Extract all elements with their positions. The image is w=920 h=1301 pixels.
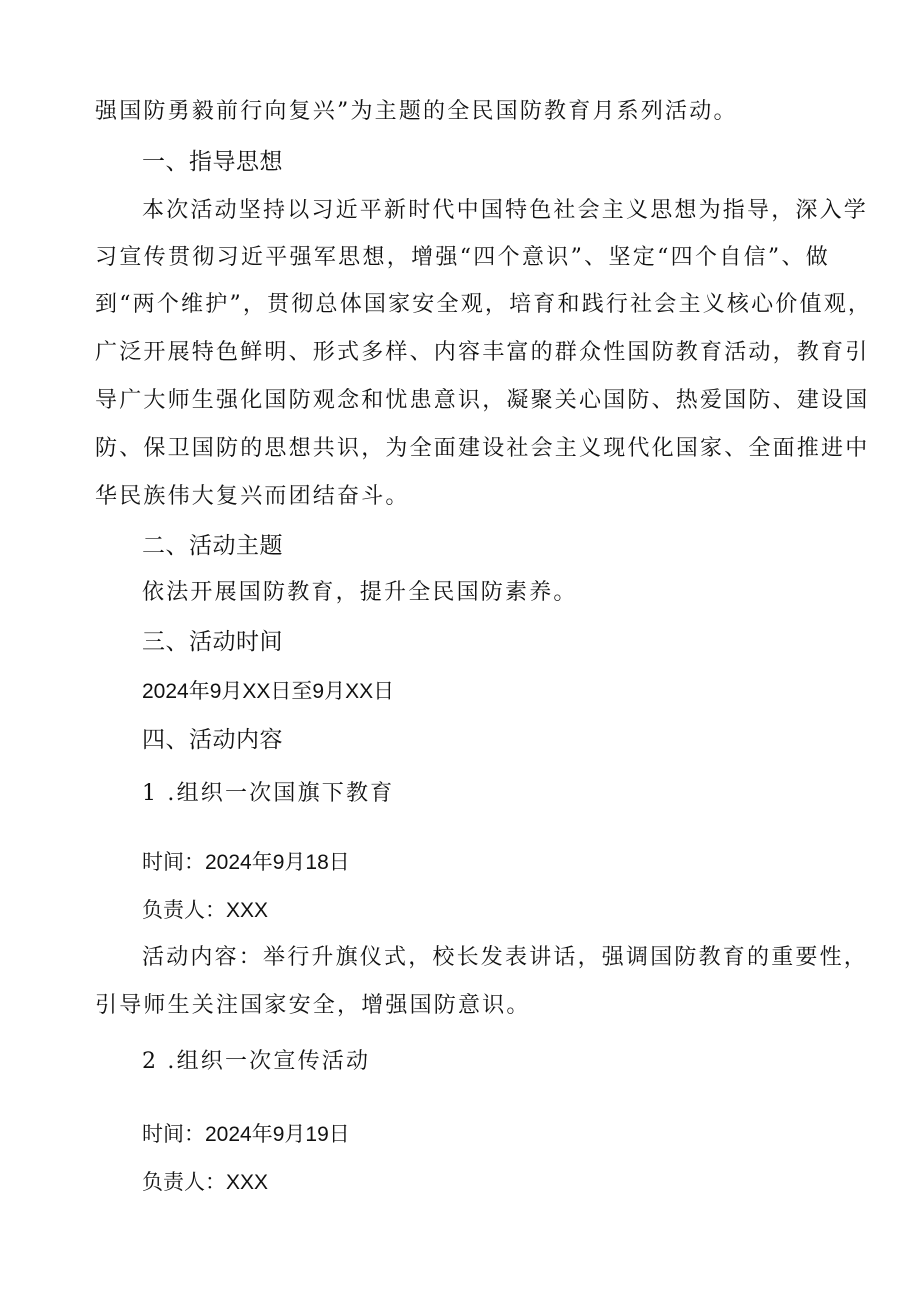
- content-item-owner: 负责人：XXX: [142, 1171, 269, 1194]
- activity-date-range: 2024年9月XX日至9月XX日: [142, 680, 395, 703]
- section-heading-guiding: 一、指导思想: [142, 149, 283, 175]
- guiding-paragraph-line: 华民族伟大复兴而团结奋斗。: [95, 484, 410, 509]
- guiding-paragraph-line: 习宣传贯彻习近平强军思想，增强“四个意识”、坚定“四个自信”、做: [95, 245, 830, 270]
- guiding-paragraph-line: 广泛开展特色鲜明、形式多样、内容丰富的群众性国防教育活动，教育引: [95, 340, 870, 365]
- content-item-description: 引导师生关注国家安全，增强国防意识。: [95, 993, 531, 1018]
- guiding-paragraph-line: 本次活动坚持以习近平新时代中国特色社会主义思想为指导，深入学: [142, 198, 869, 223]
- content-item-title: 1 .组织一次国旗下教育: [142, 781, 395, 806]
- content-item-time: 时间：2024年9月19日: [142, 1123, 350, 1146]
- content-item-time: 时间：2024年9月18日: [142, 851, 350, 874]
- guiding-paragraph-line: 防、保卫国防的思想共识，为全面建设社会主义现代化国家、全面推进中: [95, 436, 870, 461]
- content-item-title: 2 .组织一次宣传活动: [142, 1049, 371, 1074]
- content-item-owner: 负责人：XXX: [142, 899, 269, 922]
- content-item-description: 活动内容：举行升旗仪式，校长发表讲话，强调国防教育的重要性，: [142, 945, 869, 970]
- theme-text: 依法开展国防教育，提升全民国防素养。: [142, 580, 578, 605]
- intro-paragraph-tail: 强国防勇毅前行向复兴”为主题的全民国防教育月系列活动。: [95, 99, 738, 124]
- section-heading-time: 三、活动时间: [142, 629, 283, 655]
- guiding-paragraph-line: 导广大师生强化国防观念和忧患意识，凝聚关心国防、热爱国防、建设国: [95, 388, 870, 413]
- section-heading-content: 四、活动内容: [142, 727, 283, 753]
- section-heading-theme: 二、活动主题: [142, 533, 283, 559]
- guiding-paragraph-line: 到“两个维护”，贯彻总体国家安全观，培育和践行社会主义核心价值观，: [95, 292, 873, 317]
